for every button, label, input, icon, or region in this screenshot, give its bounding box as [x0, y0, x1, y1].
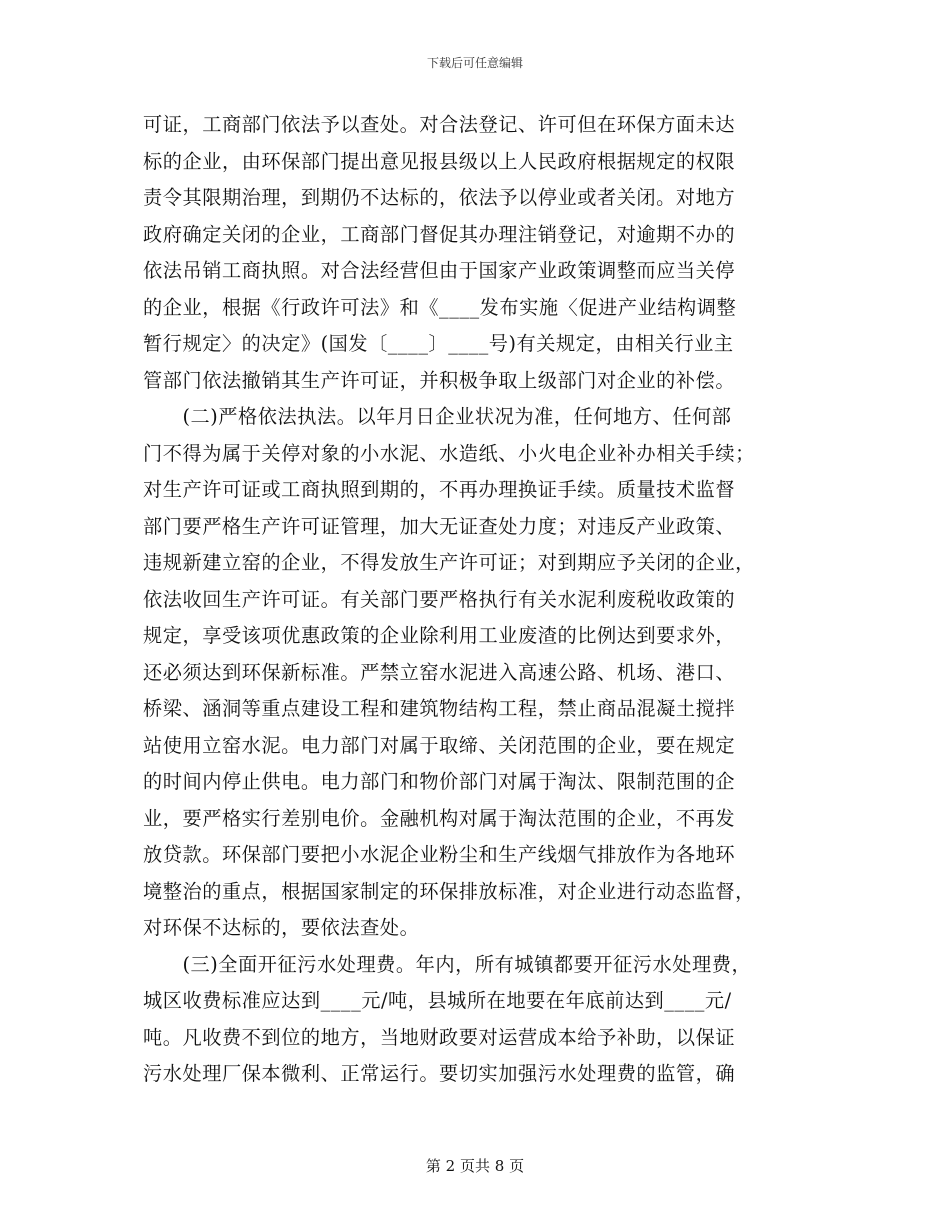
body-line: 对生产许可证或工商执照到期的，不再办理换证手续。质量技术监督 — [143, 478, 736, 501]
body-line: 的企业，根据《行政许可法》和《____发布实施〈促进产业结构调整 — [143, 295, 737, 319]
body-line: 管部门依法撤销其生产许可证，并积极争取上级部门对企业的补偿。 — [143, 368, 736, 392]
body-line: 政府确定关闭的企业，工商部门督促其办理注销登记，对逾期不办的 — [143, 222, 736, 246]
body-line: 放贷款。环保部门要把小水泥企业粉尘和生产线烟气排放作为各地环 — [143, 843, 736, 866]
body-line: 境整治的重点，根据国家制定的环保排放标准，对企业进行动态监督， — [143, 879, 755, 903]
body-line: 桥梁、涵洞等重点建设工程和建筑物结构工程，禁止商品混凝土搅拌 — [143, 697, 736, 720]
body-line: 门不得为属于关停对象的小水泥、水造纸、小火电企业补办相关手续； — [143, 441, 755, 465]
page-header-note: 下载后可任意编辑 — [426, 56, 523, 70]
body-line: 标的企业，由环保部门提出意见报县级以上人民政府根据规定的权限 — [143, 149, 736, 173]
body-line: 可证，工商部门依法予以查处。对合法登记、许可但在环保方面未达 — [143, 113, 736, 136]
body-line: 依法收回生产许可证。有关部门要严格执行有关水泥利废税收政策的 — [143, 587, 736, 611]
body-line: 的时间内停止供电。电力部门和物价部门对属于淘汰、限制范围的企 — [143, 770, 736, 793]
body-line: 部门要严格生产许可证管理，加大无证查处力度；对违反产业政策、 — [143, 514, 736, 538]
body-line: 对环保不达标的，要依法查处。 — [143, 916, 420, 939]
body-line: (三)全面开征污水处理费。年内，所有城镇都要开征污水处理费， — [143, 952, 752, 976]
body-line: 城区收费标准应达到____元/吨，县城所在地要在年底前达到____元/ — [143, 989, 732, 1012]
body-line: (二)严格依法执法。以年月日企业状况为准，任何地方、任何部 — [143, 405, 732, 428]
body-line: 违规新建立窑的企业，不得发放生产许可证；对到期应予关闭的企业， — [143, 551, 755, 574]
body-line: 依法吊销工商执照。对合法经营但由于国家产业政策调整而应当关停 — [143, 259, 736, 282]
body-line: 污水处理厂保本微利、正常运行。要切实加强污水处理费的监管，确 — [143, 1062, 736, 1085]
body-line: 吨。凡收费不到位的地方，当地财政要对运营成本给予补助，以保证 — [143, 1025, 736, 1049]
body-line: 业，要严格实行差别电价。金融机构对属于淘汰范围的企业，不再发 — [143, 806, 736, 830]
body-line: 还必须达到环保新标准。严禁立窑水泥进入高速公路、机场、港口、 — [143, 660, 736, 684]
body-line: 暂行规定〉的决定》(国发〔____〕____号)有关规定，由相关行业主 — [143, 332, 734, 355]
page-number-footer: 第 2 页共 8 页 — [425, 1157, 525, 1175]
body-line: 责令其限期治理，到期仍不达标的，依法予以停业或者关闭。对地方 — [143, 186, 736, 209]
body-line: 规定，享受该项优惠政策的企业除利用工业废渣的比例达到要求外， — [143, 624, 736, 647]
document-body — [143, 107, 807, 1093]
body-line: 站使用立窑水泥。电力部门对属于取缔、关闭范围的企业，要在规定 — [143, 733, 736, 757]
